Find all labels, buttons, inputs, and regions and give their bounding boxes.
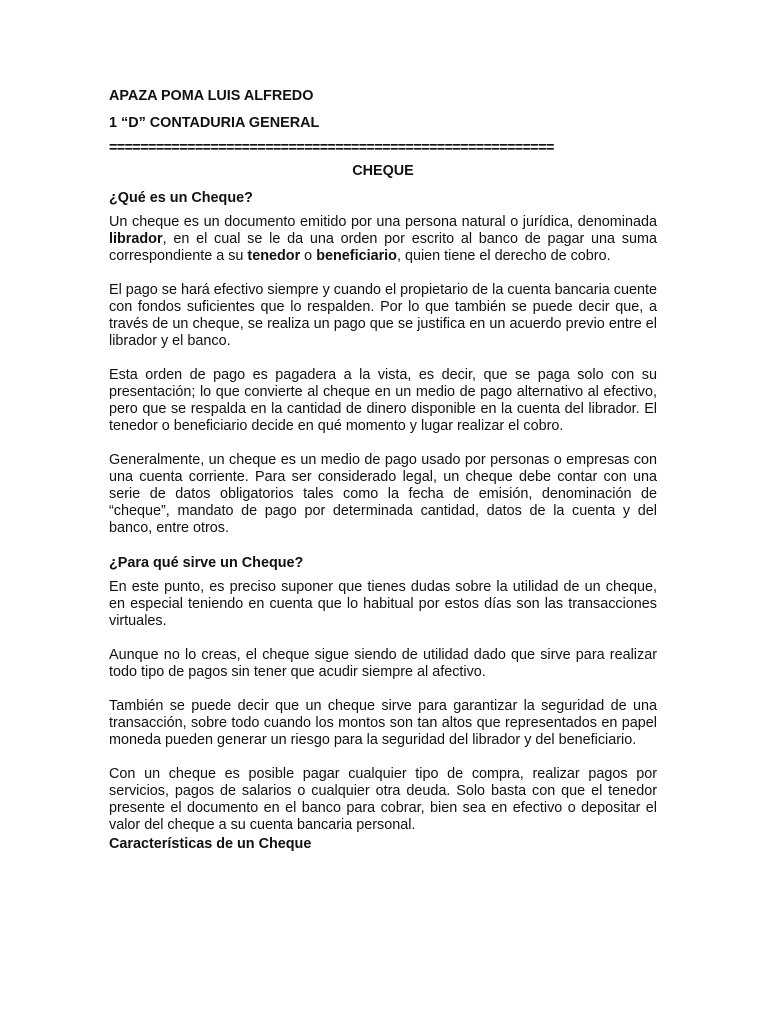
bold-term-tenedor: tenedor xyxy=(247,248,301,264)
separator-line: ========================================================= xyxy=(109,140,554,156)
text-run: Un cheque es un documento emitido por una persona natural o jurídica, denominada xyxy=(109,214,657,230)
section-heading-que-es: ¿Qué es un Cheque? xyxy=(109,190,253,206)
bold-term-beneficiario: beneficiario xyxy=(316,248,397,264)
paragraph-seguridad: También se puede decir que un cheque sirve para garantizar la seguridad de una transacción, sobre todo cuando los montos son tan altos que representados en papel moneda pueden generar un riesgo para la seguridad del librador y del beneficiario. xyxy=(109,698,657,748)
text-run: o xyxy=(300,248,317,264)
paragraph-utilidad: Aunque no lo creas, el cheque sigue siendo de utilidad dado que sirve para realizar todo tipo de pagos sin tener que acudir siempre al afectivo. xyxy=(109,647,657,680)
paragraph-generalmente: Generalmente, un cheque es un medio de pago usado por personas o empresas con una cuenta corriente. Para ser considerado legal, un cheque debe contar con una serie de datos obligatorios tales como la fecha de emisión, denominación de “cheque”, mandato de pago por determinada cantidad, datos de la cuenta y del banco, entre otros. xyxy=(109,452,657,536)
section-heading-para-que-sirve: ¿Para qué sirve un Cheque? xyxy=(109,555,304,571)
paragraph-compras: Con un cheque es posible pagar cualquier tipo de compra, realizar pagos por servicios, pagos de salarios o cualquier otra deuda. Solo basta con que el tenedor presente el documento en el banco para cobrar, bien sea en efectivo o depositar el valor del cheque a su cuenta bancaria personal. xyxy=(109,766,657,833)
text-run: , en el cual se le da una orden por escrito al banco de pagar una suma correspondiente a su xyxy=(109,231,657,264)
course-label: 1 “D” CONTADURIA GENERAL xyxy=(109,115,320,131)
text-run: , quien tiene el derecho de cobro. xyxy=(396,248,611,264)
paragraph-pago-efectivo: El pago se hará efectivo siempre y cuando el propietario de la cuenta bancaria cuente con fondos suficientes que lo respalden. Por lo que también se puede decir que, a través de un cheque, se realiza un pago que se justifica en un acuerdo previo entre el librador y el banco. xyxy=(109,282,657,349)
author-name: APAZA POMA LUIS ALFREDO xyxy=(109,88,314,104)
paragraph-definition xyxy=(109,214,657,265)
paragraph-orden-pago: Esta orden de pago es pagadera a la vista, es decir, que se paga solo con su presentación; lo que convierte al cheque en un medio de pago alternativo al efectivo, pero que se respalda en la cantidad de dinero disponible en la cuenta del librador. El tenedor o beneficiario decide en qué momento y lugar realizar el cobro. xyxy=(109,367,657,434)
bold-term-librador: librador xyxy=(109,231,163,247)
document-title: CHEQUE xyxy=(352,163,414,179)
section-heading-caracteristicas: Características de un Cheque xyxy=(109,836,312,852)
document-content xyxy=(109,88,657,860)
paragraph-dudas: En este punto, es preciso suponer que tienes dudas sobre la utilidad de un cheque, en especial teniendo en cuenta que lo habitual por estos días son las transacciones virtuales. xyxy=(109,579,657,629)
